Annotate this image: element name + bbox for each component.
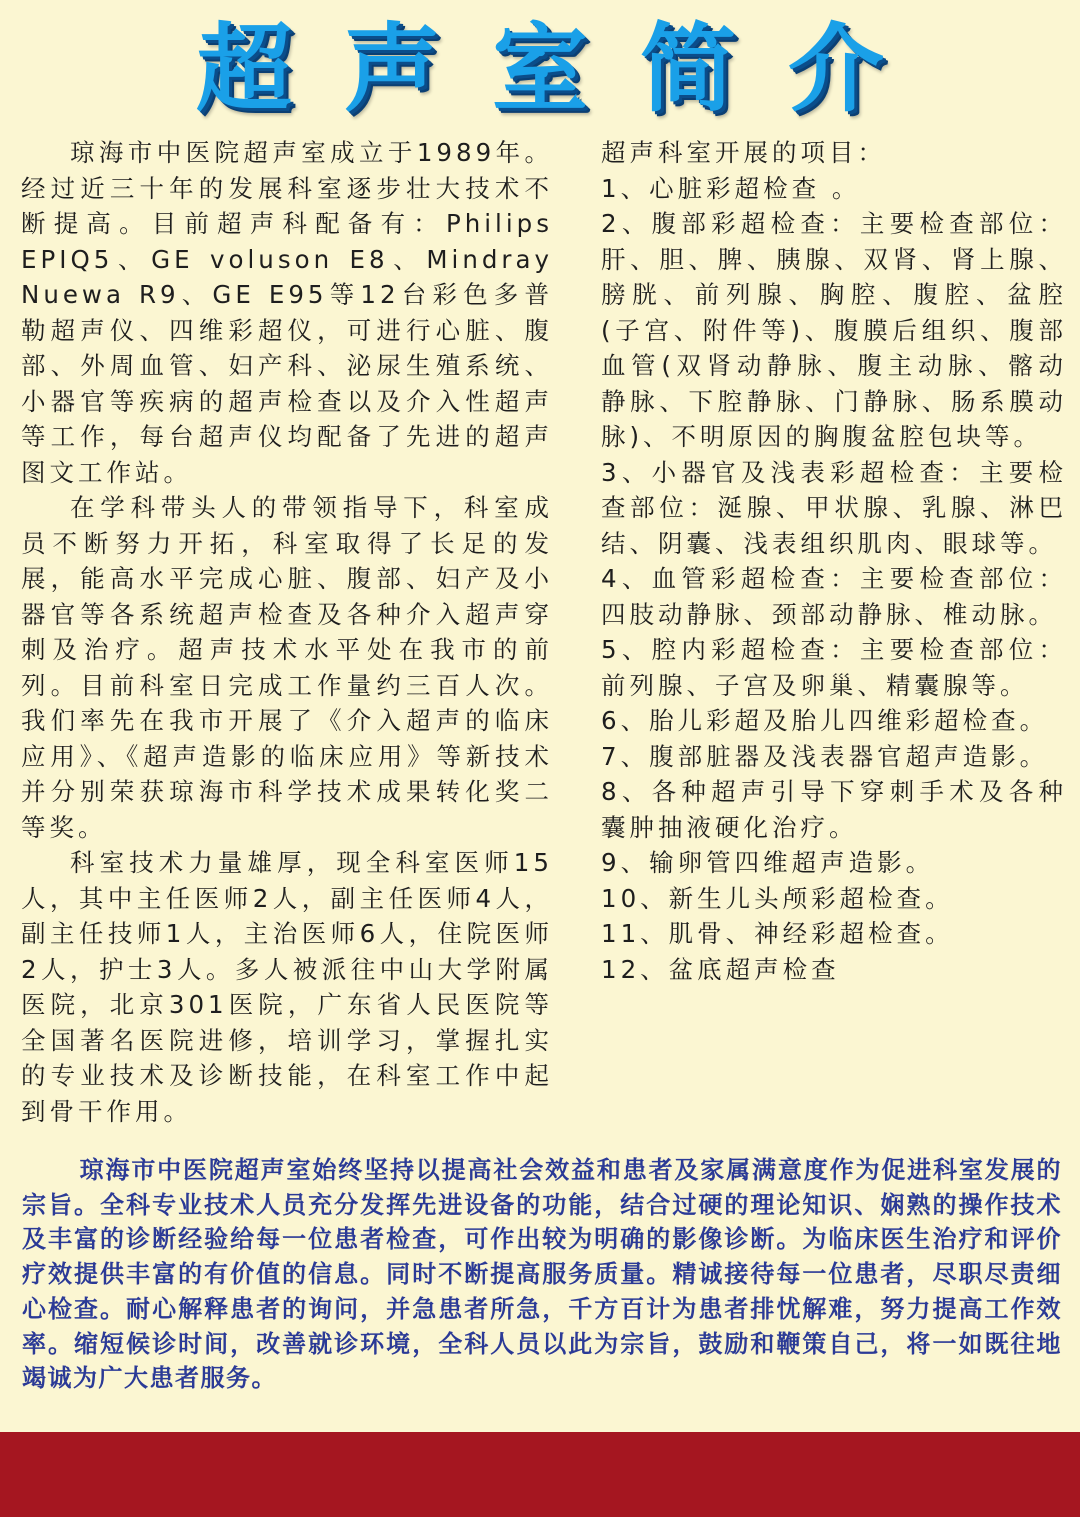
- service-item: 6、胎儿彩超及胎儿四维彩超检查。: [601, 706, 1049, 735]
- service-item: 7、腹部脏器及浅表器官超声造影。: [601, 741, 1049, 771]
- service-item: 4、血管彩超检查：主要检查部位：四肢动静脉、颈部动静脉、椎动脉。: [601, 564, 1067, 629]
- service-item: 5、腔内彩超检查：主要检查部位：前列腺、子宫及卵巢、精囊腺等。: [601, 635, 1067, 700]
- services-heading: 超声科室开展的项目：: [601, 138, 886, 167]
- intro-column: [21, 135, 553, 1129]
- service-item: 2、腹部彩超检查：主要检查部位：肝、胆、脾、胰腺、双肾、肾上腺、膀胱、前列腺、胸腔、腹腔、盆腔(子宫、附件等)、腹膜后组织、腹部血管(双肾动静脉、腹主动脉、髂动静脉、下腔静脉、门静脉、肠系膜动脉)、不明原因的胸腹盆腔包块等。: [601, 209, 1067, 451]
- service-item: 10、新生儿头颅彩超检查。: [601, 883, 954, 913]
- service-item: 1、心脏彩超检查 。: [601, 173, 861, 203]
- service-item: 8、各种超声引导下穿刺手术及各种囊肿抽液硬化治疗。: [601, 777, 1067, 842]
- mission-statement: 琼海市中医院超声室始终坚持以提高社会效益和患者及家属满意度作为促进科室发展的宗旨。全科专业技术人员充分发挥先进设备的功能，结合过硬的理论知识、娴熟的操作技术及丰富的诊断经验给每一位患者检查，可作出较为明确的影像诊断。为临床医生治疗和评价疗效提供丰富的有价值的信息。同时不断提高服务质量。精诚接待每一位患者，尽职尽责细心检查。耐心解释患者的询问，并急患者所急，千方百计为患者排忧解难，努力提高工作效率。缩短候诊时间，改善就诊环境，全科人员以此为宗旨，鼓励和鞭策自己，将一如既往地竭诚为广大患者服务。: [22, 1156, 1062, 1393]
- services-column: [601, 135, 1067, 987]
- intro-paragraph-3: 科室技术力量雄厚，现全科室医师15人，其中主任医师2人，副主任医师4人，副主任技师1人，主治医师6人，住院医师2人，护士3人。多人被派往中山大学附属医院，北京301医院，广东省人民医院等全国著名医院进修，培训学习，掌握扎实的专业技术及诊断技能，在科室工作中起到骨干作用。: [21, 848, 553, 1126]
- service-item: 11、肌骨、神经彩超检查。: [601, 919, 954, 948]
- page-title: 超声室简介: [196, 13, 936, 125]
- intro-paragraph-1: 琼海市中医院超声室成立于1989年。经过近三十年的发展科室逐步壮大技术不断提高。目前超声科配备有：Philips EPIQ5、GE voluson E8、Mindray Nuewa R9、GE E95等12台彩色多普勒超声仪、四维彩超仪，可进行心脏、腹部、外周血管、妇产科、泌尿生殖系统、小器官等疾病的超声检查以及介入性超声等工作，每台超声仪均配备了先进的超声图文工作站。: [21, 138, 553, 487]
- service-item: 9、输卵管四维超声造影。: [601, 848, 935, 877]
- service-item: 3、小器官及浅表彩超检查：主要检查部位：涎腺、甲状腺、乳腺、淋巴结、阴囊、浅表组织肌肉、眼球等。: [601, 457, 1067, 558]
- intro-paragraph-2: 在学科带头人的带领指导下，科室成员不断努力开拓，科室取得了长足的发展，能高水平完成心脏、腹部、妇产及小器官等各系统超声检查及各种介入超声穿刺及治疗。超声技术水平处在我市的前列。目前科室日完成工作量约三百人次。我们率先在我市开展了《介入超声的临床应用》、《超声造影的临床应用》等新技术并分别荣获琼海市科学技术成果转化奖二等奖。: [21, 493, 553, 842]
- footer-band: [0, 1432, 1080, 1517]
- service-item: 12、盆底超声检查: [601, 954, 840, 984]
